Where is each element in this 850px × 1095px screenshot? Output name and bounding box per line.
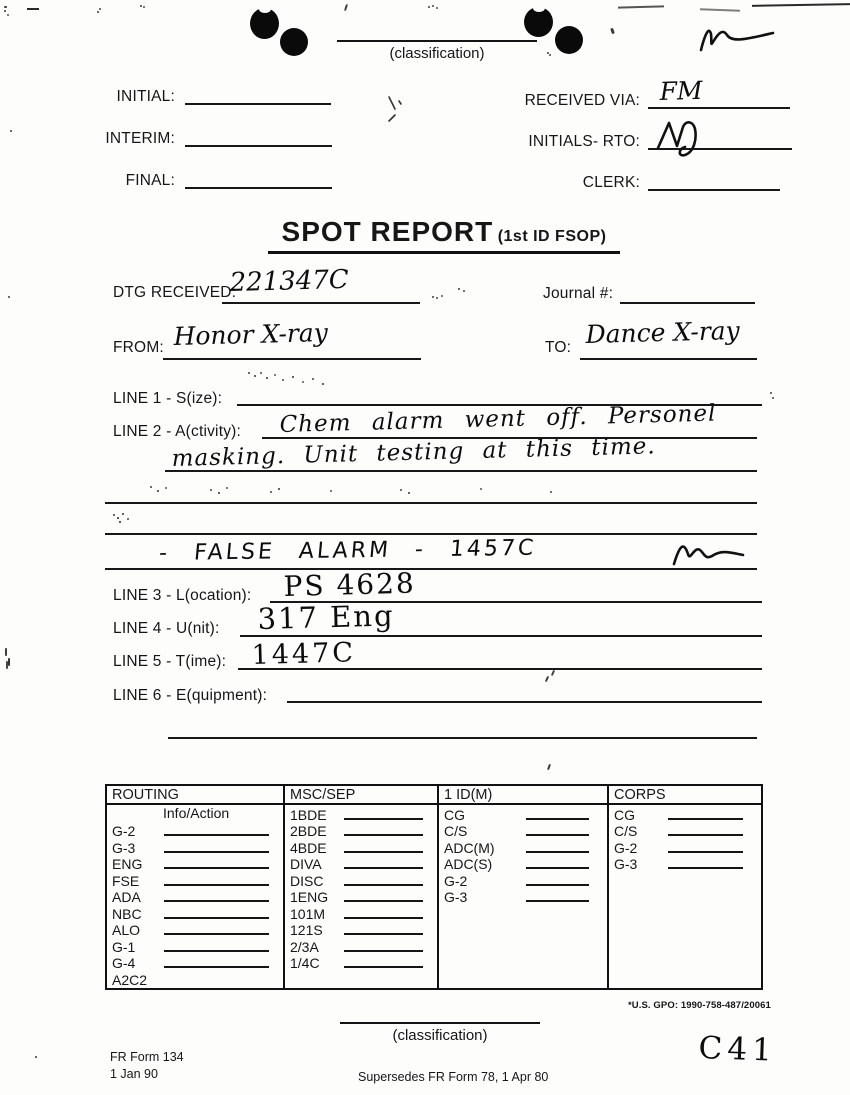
dtg-handwritten-value: 221347C — [229, 264, 350, 298]
scan-artifact — [385, 95, 409, 123]
table-row-blank-line — [344, 884, 423, 886]
table-row-blank-line — [164, 851, 269, 853]
table-row-label: C/S — [614, 823, 638, 839]
line1-size-label: LINE 1 - S(ize): — [113, 390, 223, 407]
table-row-blank-line — [164, 834, 269, 836]
line4-line — [240, 635, 762, 637]
hole-punch-dot — [555, 26, 583, 54]
table-row — [107, 904, 283, 921]
from-handwritten-value: Honor X-ray — [173, 317, 329, 351]
table-row — [285, 838, 437, 855]
table-row-blank-line — [344, 966, 423, 968]
table-row — [285, 855, 437, 872]
received-via-line — [648, 107, 790, 109]
table-row — [107, 921, 283, 938]
table-row-blank-line — [164, 933, 269, 935]
scan-artifact — [97, 11, 99, 13]
table-row — [107, 855, 283, 872]
scan-artifact — [770, 392, 772, 394]
table-row-label: DIVA — [290, 856, 322, 872]
table-row-label: G-2 — [112, 823, 136, 839]
classification-label-top: (classification) — [389, 45, 485, 62]
table-row-label: ADC(S) — [444, 856, 493, 872]
table-row-blank-line — [344, 851, 423, 853]
line4-unit-label: LINE 4 - U(nit): — [113, 620, 220, 637]
scan-artifact — [428, 6, 430, 8]
pen-squiggle-mark — [697, 20, 777, 56]
table-row — [285, 871, 437, 888]
table-row — [439, 805, 607, 822]
table-row-blank-line — [344, 950, 423, 952]
table-row — [609, 822, 761, 839]
scan-artifact — [27, 8, 39, 10]
scan-smudge — [248, 372, 250, 374]
table-row — [439, 822, 607, 839]
supersedes-note: Supersedes FR Form 78, 1 Apr 80 — [358, 1070, 549, 1084]
routing-table-column — [607, 786, 761, 988]
form-date: 1 Jan 90 — [110, 1067, 158, 1081]
extra-blank-line — [168, 737, 757, 739]
line5-time-label: LINE 5 - T(ime): — [113, 653, 227, 670]
scan-artifact — [547, 764, 551, 770]
scan-artifact — [344, 4, 348, 11]
table-row — [107, 871, 283, 888]
classification-label-bottom: (classification) — [392, 1027, 488, 1044]
table-row-blank-line — [164, 867, 269, 869]
form-title-suffix: (1st ID FSOP) — [497, 228, 607, 245]
scan-artifact — [618, 5, 664, 8]
line2-line-5 — [105, 568, 757, 570]
scan-artifact — [458, 288, 460, 290]
table-subheader: Info/Action — [163, 805, 230, 821]
table-row-blank-line — [344, 917, 423, 919]
table-row-blank-line — [164, 917, 269, 919]
gpo-print-note: *U.S. GPO: 1990-758-487/20061 — [628, 1000, 771, 1011]
table-row-label: G-2 — [444, 872, 468, 889]
line5-handwritten-value: 1447C — [251, 637, 357, 671]
table-row-blank-line — [344, 900, 423, 902]
table-row — [609, 838, 761, 855]
scan-artifact — [5, 648, 7, 656]
table-row-blank-line — [668, 818, 743, 820]
table-row — [439, 871, 607, 888]
table-row — [285, 805, 437, 822]
table-row — [439, 838, 607, 855]
table-row-label: G-3 — [614, 856, 638, 872]
scan-artifact — [752, 3, 850, 7]
interim-label: INTERIM: — [105, 130, 175, 147]
table-row — [107, 937, 283, 954]
clerk-label: CLERK: — [582, 174, 640, 191]
table-row-blank-line — [344, 834, 423, 836]
to-label: TO: — [545, 339, 572, 356]
line2-line-3 — [105, 502, 757, 504]
from-label: FROM: — [113, 339, 164, 356]
false-alarm-initials-scribble — [670, 534, 746, 574]
line2-handwritten-row2: masking. Unit testing at this time. — [171, 433, 656, 472]
table-column-header: 1 ID(M) — [439, 786, 607, 805]
table-row-label: ADA — [112, 889, 141, 905]
table-row-label: G-2 — [614, 839, 638, 856]
table-row — [107, 888, 283, 905]
interim-blank-line — [185, 145, 332, 147]
final-label: FINAL: — [125, 172, 175, 189]
table-row-label: 121S — [290, 922, 323, 938]
table-row-blank-line — [344, 867, 423, 869]
table-row — [439, 888, 607, 905]
classification-line-bottom — [340, 1022, 540, 1024]
table-row — [107, 954, 283, 971]
form-title-main: SPOT REPORT — [281, 216, 494, 247]
table-row-label: 1ENG — [290, 889, 329, 905]
scan-artifact — [545, 676, 549, 682]
table-row-blank-line — [164, 900, 269, 902]
table-row — [285, 937, 437, 954]
scan-artifact — [259, 5, 271, 13]
table-row-blank-line — [526, 884, 589, 886]
table-row-label: DISC — [290, 872, 324, 889]
initial-blank-line — [185, 103, 331, 105]
table-row-blank-line — [526, 867, 589, 869]
initials-rto-label: INITIALS- RTO: — [528, 133, 640, 150]
table-row-label: G-1 — [112, 938, 136, 955]
clerk-blank-line — [648, 189, 780, 191]
hole-punch-dot — [280, 28, 308, 56]
table-row — [107, 970, 283, 987]
routing-table-column — [107, 786, 283, 988]
table-row — [107, 838, 283, 855]
initial-label: INITIAL: — [116, 88, 175, 105]
form-title — [268, 216, 620, 254]
table-row — [285, 921, 437, 938]
line2-activity-label: LINE 2 - A(ctivity): — [113, 423, 242, 440]
dtg-received-label: DTG RECEIVED: — [113, 284, 237, 301]
table-row-label: 1BDE — [290, 806, 327, 823]
dtg-line — [222, 302, 420, 304]
line2-line-4 — [105, 533, 757, 535]
table-row-label: A2C2 — [112, 971, 148, 988]
table-row — [609, 805, 761, 822]
table-row-blank-line — [344, 818, 423, 820]
classification-line-top — [337, 40, 537, 42]
table-row-label: ADC(M) — [444, 839, 495, 856]
received-via-handwritten-value: FM — [659, 75, 703, 106]
table-row-label: 101M — [290, 905, 326, 922]
table-column-header: MSC/SEP — [285, 786, 437, 805]
table-row-label: ALO — [112, 922, 141, 938]
received-via-label: RECEIVED VIA: — [524, 92, 640, 109]
table-column-header: ROUTING — [107, 786, 283, 805]
scan-smudge — [113, 514, 115, 516]
table-row-label: CG — [444, 806, 465, 823]
routing-table-column — [283, 786, 437, 988]
to-line — [580, 358, 757, 360]
line6-line — [287, 701, 762, 703]
table-row-blank-line — [668, 851, 743, 853]
table-row-label: 2BDE — [290, 823, 327, 839]
scan-artifact — [432, 296, 434, 298]
scan-artifact — [10, 130, 12, 132]
table-row — [439, 855, 607, 872]
table-row-blank-line — [526, 834, 589, 836]
table-row-label: G-4 — [112, 955, 136, 971]
routing-table-column — [437, 786, 607, 988]
table-row-label: 1/4C — [290, 955, 320, 971]
line2-false-alarm-note: - FALSE ALARM - 1457C — [158, 535, 538, 566]
table-row-blank-line — [164, 884, 269, 886]
to-handwritten-value: Dance X-ray — [585, 315, 741, 349]
line3-location-label: LINE 3 - L(ocation): — [113, 587, 252, 604]
scan-artifact — [140, 5, 142, 7]
table-row-blank-line — [668, 867, 743, 869]
table-row-blank-line — [668, 834, 743, 836]
line6-equipment-label: LINE 6 - E(quipment): — [113, 687, 268, 704]
line4-handwritten-value: 317 Eng — [257, 598, 395, 636]
table-row-blank-line — [526, 900, 589, 902]
table-row-blank-line — [526, 851, 589, 853]
table-row-blank-line — [526, 818, 589, 820]
table-row-blank-line — [164, 950, 269, 952]
table-row — [107, 822, 283, 839]
table-row-blank-line — [164, 966, 269, 968]
scan-artifact — [700, 8, 740, 11]
table-row-blank-line — [344, 933, 423, 935]
scan-artifact — [35, 1056, 37, 1058]
table-row-label: CG — [614, 806, 635, 823]
table-row — [285, 954, 437, 971]
journal-blank-line — [620, 302, 755, 304]
line2-line-2 — [165, 470, 757, 472]
form-number: FR Form 134 — [110, 1050, 184, 1064]
handwritten-page-mark: C41 — [698, 1030, 778, 1069]
table-row — [285, 888, 437, 905]
scan-artifact — [4, 6, 6, 8]
scan-artifact — [547, 52, 549, 54]
table-row — [285, 822, 437, 839]
scan-artifact — [8, 296, 10, 298]
table-row — [609, 855, 761, 872]
line3-handwritten-value: PS 4628 — [283, 566, 417, 603]
table-column-header: CORPS — [609, 786, 761, 805]
scan-artifact — [610, 28, 615, 35]
table-row-label: FSE — [112, 872, 140, 889]
table-row-label: C/S — [444, 823, 468, 839]
rto-initials-scribble — [654, 114, 716, 160]
table-row-label: NBC — [112, 905, 142, 922]
final-blank-line — [185, 187, 332, 189]
line2-handwritten-row1: Chem alarm went off. Personel — [279, 400, 717, 438]
scan-artifact — [533, 4, 545, 12]
table-row-label: ENG — [112, 856, 143, 872]
routing-table — [105, 784, 763, 990]
table-row — [285, 904, 437, 921]
table-row-label: G-3 — [112, 839, 136, 856]
table-row-label: G-3 — [444, 889, 468, 905]
scan-smudge — [150, 486, 152, 488]
table-row-label: 2/3A — [290, 938, 319, 955]
from-line — [163, 358, 421, 360]
journal-number-label: Journal #: — [543, 285, 614, 302]
table-row-label: 4BDE — [290, 839, 327, 856]
